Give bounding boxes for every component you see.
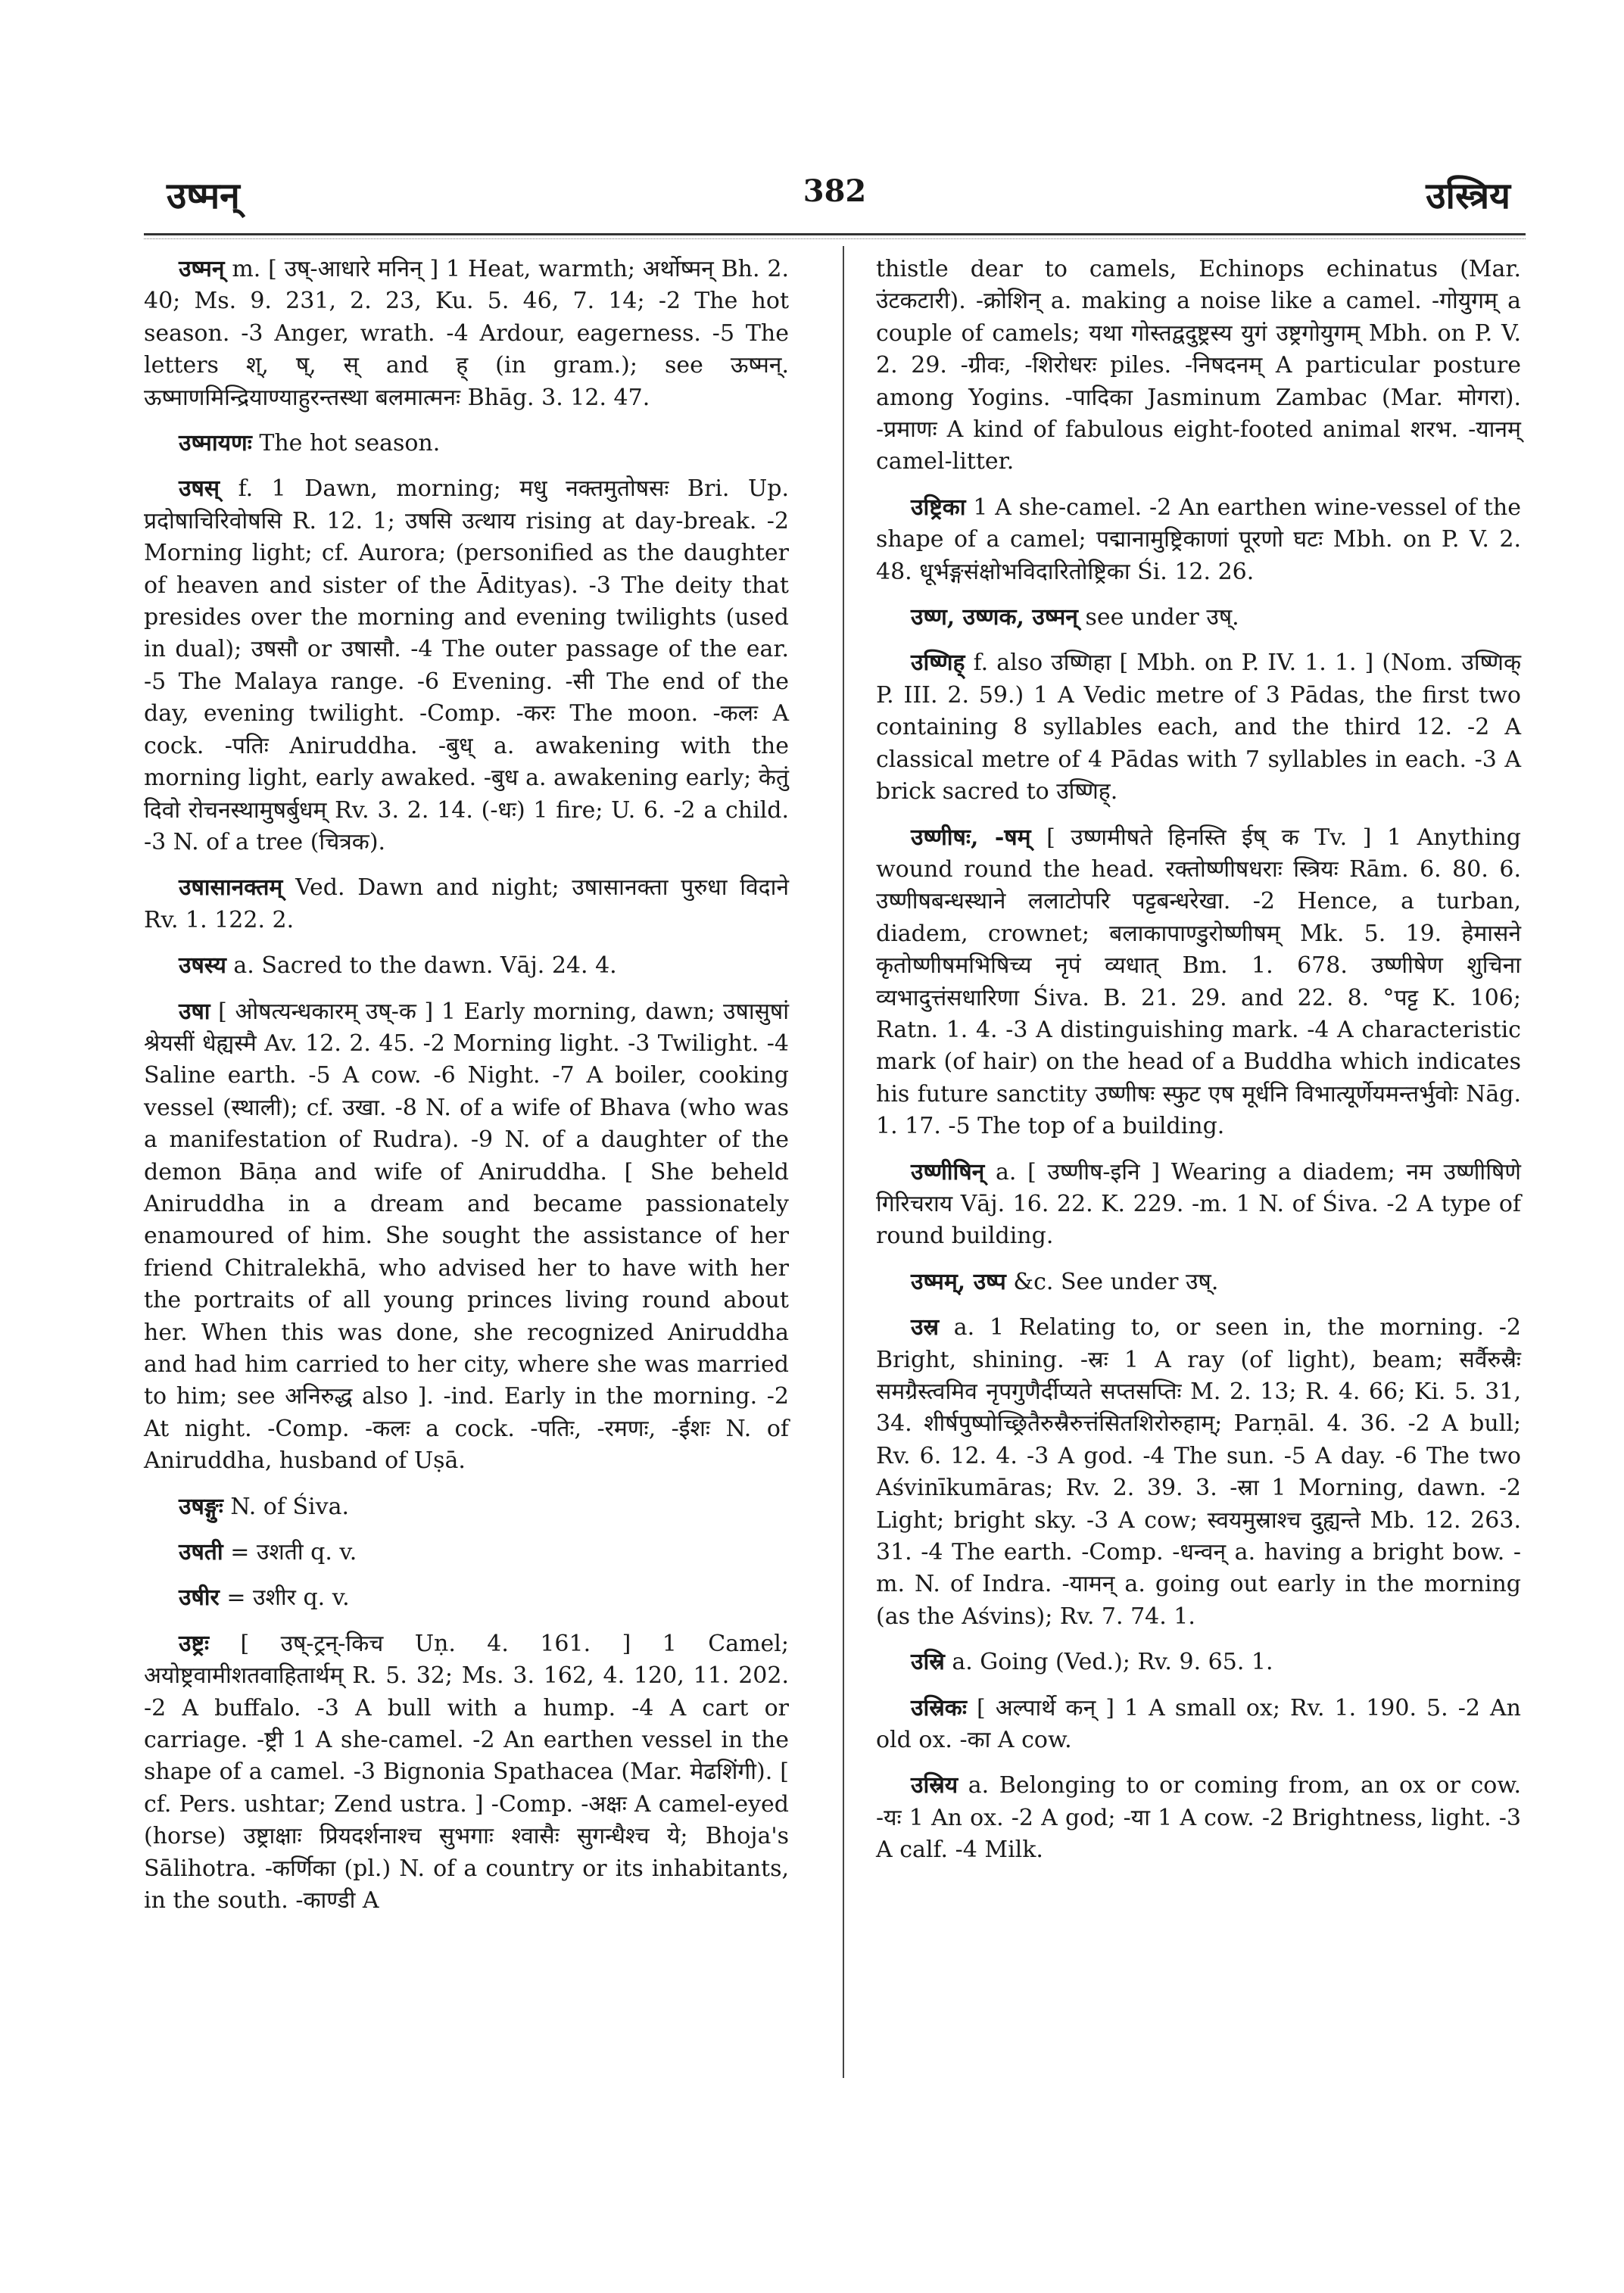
entry-headword: उस्र (911, 1314, 940, 1341)
entry-headword: उष्ट्रिका (911, 494, 966, 521)
dictionary-entry (144, 428, 789, 460)
header-dotted-rule (144, 238, 1526, 239)
entry-headword: उषस् (179, 475, 220, 503)
entry-headword: उस्रि (911, 1649, 945, 1676)
entry-headword: उष्णिह् (911, 650, 965, 677)
entry-definition: [ उष्-ट्रन्-किच Uṇ. 4. 161. ] 1 Camel; अयोष्ट्रवामीशतवाहितार्थम् R. 5. 32; Ms. 3. 162, 4. 120, 11. 202. -2 A buffalo. -3 A bull with a hump. -4 A cart or carriage. -ष्ट्री 1 A she-camel. -2 An earthen vessel in the shape of a camel. -3 Bignonia Spathacea (Mar. मेढशिंगी). [ cf. Pers. ushtar; Zend ustra. ] -Comp. -अक्षः A camel-eyed (horse) उष्ट्राक्षाः प्रियदर्शनाश्च सुभगाः श्वासैः सुगन्धैश्च ये; Bhoja's Sālihotra. -कर्णिका (pl.) N. of a country or its inhabitants, in the south. -काण्डी A (144, 1630, 789, 1914)
entry-definition: [ अल्पार्थे कन् ] 1 A small ox; Rv. 1. 190. 5. -2 An old ox. -का A cow. (876, 1694, 1521, 1754)
dictionary-entry (144, 1628, 789, 1918)
dictionary-entry (876, 1693, 1521, 1757)
dictionary-entry (876, 1647, 1521, 1678)
entry-definition: The hot season. (259, 430, 441, 457)
header-rule (144, 233, 1526, 235)
entry-headword: उष्मायणः (179, 430, 252, 457)
entry-definition: = उशती q. v. (230, 1539, 357, 1566)
entry-definition: Ved. Dawn and night; उषासानक्ता पुरुधा विदाने Rv. 1. 122. 2. (144, 874, 789, 933)
entry-definition: [ ओषत्यन्धकारम् उष्-क ] 1 Early morning, dawn; उषासुषां श्रेयसीं धेह्यस्मै Av. 12. 2. 45. -2 Morning light. -3 Twilight. -4 Saline earth. -5 A cow. -6 Night. -7 A boiler, cooking vessel (स्थाली); cf. उखा. -8 N. of a wife of Bhava (who was a manifestation of Rudra). -9 N. of a daughter of the demon Bāṇa and wife of Aniruddha. [ She beheld Aniruddha in a dream and became passionately enamoured of him. She sought the assistance of her friend Chitralekhā, who advised her to have with her the portraits of all young princes living round about her. When this was done, she recognized Aniruddha and had him carried to her city, where she was married to him; see अनिरुद्ध also ]. -ind. Early in the morning. -2 At night. -Comp. -कलः a cock. -पतिः, -रमणः, -ईशः N. of Aniruddha, husband of Uṣā. (144, 998, 789, 1475)
entry-headword: उषती (179, 1539, 223, 1566)
entry-definition: 1 A she-camel. -2 An earthen wine-vessel of the shape of a camel; पद्मानामुष्ट्रिकाणां पूरणो घटः Mbh. on P. V. 2. 48. धूर्भङ्गसंक्षोभविदारितोष्ट्रिका Śi. 12. 26. (876, 494, 1521, 585)
dictionary-entry (876, 602, 1521, 634)
column-divider (843, 246, 844, 2078)
entry-definition: a. [ उष्णीष-इनि ] Wearing a diadem; नम उष्णीषिणे गिरिचराय Vāj. 16. 22. K. 229. -m. 1 N. of Śiva. -2 A type of round building. (876, 1158, 1521, 1250)
entry-headword: उष्मन् (179, 256, 225, 282)
entry-headword: उष्णीषिन् (911, 1158, 985, 1185)
dictionary-entry (144, 1582, 789, 1614)
dictionary-entry (876, 647, 1521, 808)
dictionary-entry (876, 492, 1521, 588)
entry-headword: उषा (179, 998, 210, 1025)
entry-headword: उष्मम्, उष्प (911, 1268, 1006, 1295)
entry-definition: a. 1 Relating to, or seen in, the morning. -2 Bright, shining. -स्रः 1 A ray (of light), beam; सर्वैरुस्रैः समग्रैस्त्वमिव नृपगुणैर्दीप्यते सप्तसप्तिः M. 2. 13; R. 4. 66; Ki. 5. 31, 34. शीर्षपुष्पोच्छ्रितैरुस्रैरुत्तंसितशिरोरुहाम्; Parṇāl. 4. 36. -2 A bull; Rv. 6. 12. 4. -3 A god. -4 The sun. -5 A day. -6 The two Aśvinīkumāras; Rv. 2. 39. 3. -स्रा 1 Morning, dawn. -2 Light; bright sky. -3 A cow; स्वयमुस्राश्च दुह्यन्ते Mb. 12. 263. 31. -4 The earth. -Comp. -धन्वन् a. having a bright bow. -m. N. of Indra. -यामन् a. going out early in the morning (as the Aśvins); Rv. 7. 74. 1. (876, 1314, 1521, 1630)
left-running-headword: उष्मन् (167, 175, 240, 217)
entry-definition: see under उष्. (1085, 604, 1239, 631)
dictionary-entry (144, 872, 789, 936)
entry-headword: उष्ण, उष्णक, उष्मन् (911, 604, 1078, 631)
entry-headword: उस्रिकः (911, 1694, 967, 1721)
dictionary-entry (144, 1537, 789, 1569)
entry-headword: उषासानक्तम् (179, 874, 283, 902)
dictionary-entry (876, 254, 1521, 478)
right-column (876, 254, 1521, 1880)
entry-headword: उष्णीषः, -षम् (911, 824, 1031, 851)
entry-headword: उषीर (179, 1584, 220, 1612)
page-number: 382 (803, 173, 867, 209)
entry-headword: उस्रिय (911, 1772, 959, 1799)
dictionary-entry (876, 1312, 1521, 1633)
dictionary-entry (876, 1157, 1521, 1253)
dictionary-entry (144, 473, 789, 858)
entry-definition: = उशीर q. v. (226, 1584, 350, 1612)
entry-definition: m. [ उष्-आधारे मनिन् ] 1 Heat, warmth; अर्थोष्मन् Bh. 2. 40; Ms. 9. 231, 2. 23, Ku. 5. 46, 7. 14; -2 The hot season. -3 Anger, wrath. -4 Ardour, eagerness. -5 The letters श्, ष्, स् and ह् (in gram.); see ऊष्मन्. ऊष्माणमिन्द्रियाण्याहुरन्तस्था बलमात्मनः Bhāg. 3. 12. 47. (144, 256, 789, 411)
entry-definition: a. Going (Ved.); Rv. 9. 65. 1. (952, 1649, 1273, 1676)
page-header (144, 163, 1526, 231)
entry-definition: thistle dear to camels, Echinops echinatus (Mar. उंटकटारी). -क्रोशिन् a. making a noise like a camel. -गोयुगम् a couple of camels; यथा गोस्तद्वदुष्ट्रस्य युगं उष्ट्रगोयुगम् Mbh. on P. V. 2. 29. -ग्रीवः, -शिरोधरः piles. -निषदनम् A particular posture among Yogins. -पादिका Jasminum Zambac (Mar. मोगरा). -प्रमाणः A kind of fabulous eight-footed animal शरभ. -यानम् camel-litter. (876, 256, 1521, 475)
dictionary-entry (144, 1491, 789, 1523)
entry-headword: उषस्य (179, 952, 226, 980)
entry-definition: f. also उष्णिहा [ Mbh. on P. IV. 1. 1. ] (Nom. उष्णिक् P. III. 2. 59.) 1 A Vedic metre of 3 Pādas, the first two containing 8 syllables each, and the third 12. -2 A classical metre of 4 Pādas with 7 syllables in each. -3 A brick sacred to उष्णिह्. (876, 650, 1521, 805)
entry-definition: N. of Śiva. (230, 1493, 350, 1520)
dictionary-entry (144, 950, 789, 982)
entry-definition: &c. See under उष्. (1013, 1268, 1219, 1295)
entry-definition: a. Belonging to or coming from, an ox or cow. -यः 1 An ox. -2 A god; -या 1 A cow. -2 Brightness, light. -3 A calf. -4 Milk. (876, 1772, 1521, 1864)
dictionary-entry (876, 1266, 1521, 1298)
entry-definition: a. Sacred to the dawn. Vāj. 24. 4. (233, 952, 617, 980)
dictionary-entry (876, 822, 1521, 1143)
entry-headword: उष्ट्रः (179, 1630, 210, 1657)
entry-definition: f. 1 Dawn, morning; मधु नक्तमुतोषसः Bri. Up. प्रदोषाचिरिवोषसि R. 12. 1; उषसि उत्थाय rising at day-break. -2 Morning light; cf. Aurora; (personified as the daughter of heaven and sister of the Ādityas). -3 The deity that presides over the morning and evening twilights (used in dual); उषसौ or उषासौ. -4 The outer passage of the ear. -5 The Malaya range. -6 Evening. -सी The end of the day, evening twilight. -Comp. -करः The moon. -कलः A cock. -पतिः Aniruddha. -बुध् a. awakening with the morning light, early awaked. -बुध a. awakening early; केतुं दिवो रोचनस्थामुषर्बुधम् Rv. 3. 2. 14. (-धः) 1 fire; U. 6. -2 a child. -3 N. of a tree (चित्रक). (144, 475, 789, 855)
left-column (144, 254, 789, 1931)
entry-definition: [ उष्णमीषते हिनस्ति ईष् क Tv. ] 1 Anything wound round the head. रक्तोष्णीषधराः स्त्रियः Rām. 6. 80. 6. उष्णीषबन्धस्थाने ललाटोपरि पट्टबन्धरेखा. -2 Hence, a turban, diadem, crownet; बलाकापाण्डुरोष्णीषम् Mk. 5. 19. हेमासने कृतोष्णीषमभिषिच्य नृपं व्यधात् Bm. 1. 678. उष्णीषेण शुचिना व्यभादुत्तंसधारिणा Śiva. B. 21. 29. and 22. 8. °पट्ट K. 106; Ratn. 1. 4. -3 A distinguishing mark. -4 A characteristic mark (of hair) on the head of a Buddha which indicates his future sanctity उष्णीषः स्फुट एष मूर्धनि विभात्यूर्णेयमन्तर्भुवोः Nāg. 1. 17. -5 The top of a building. (876, 824, 1521, 1140)
entry-headword: उषङ्गुः (179, 1493, 223, 1520)
dictionary-entry (876, 1770, 1521, 1866)
right-running-headword: उस्त्रिय (1426, 175, 1510, 217)
dictionary-entry (144, 254, 789, 414)
dictionary-entry (144, 996, 789, 1478)
